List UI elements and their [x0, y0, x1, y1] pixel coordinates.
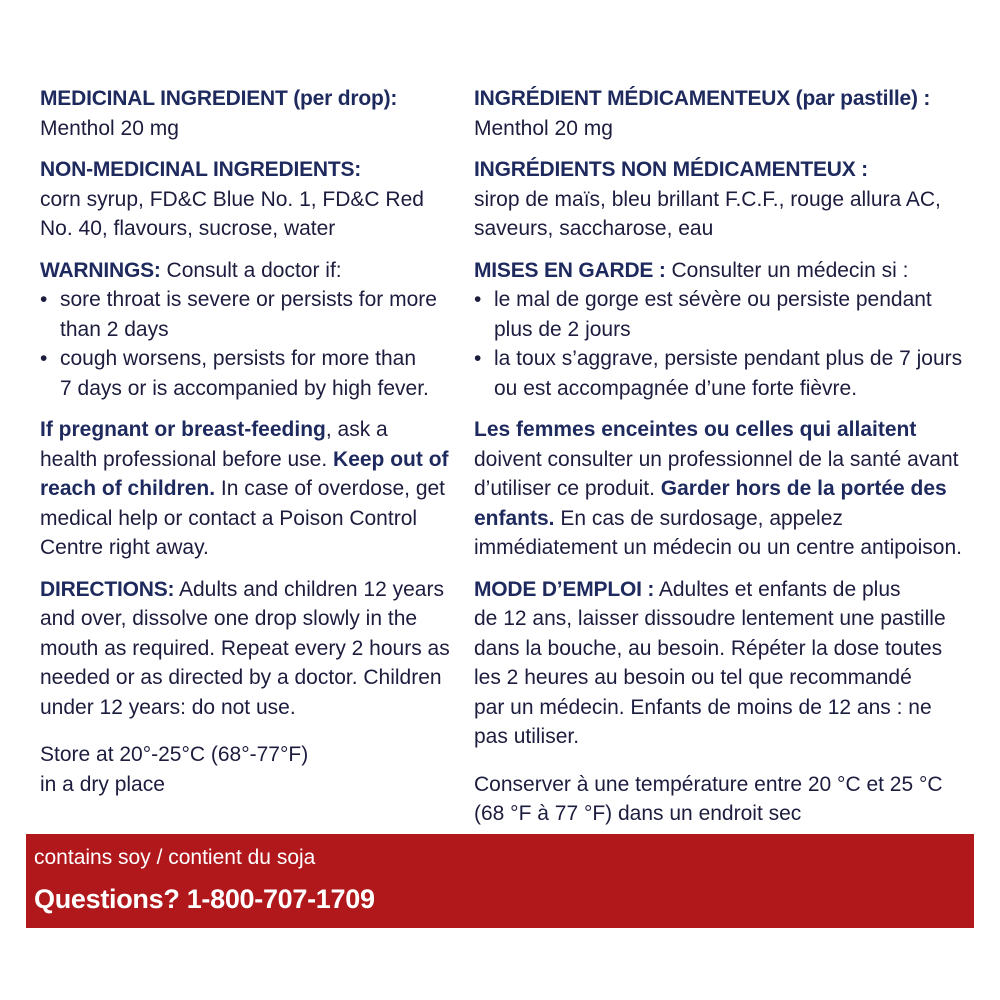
directions-text: and over, dissolve one drop slowly in the: [40, 607, 418, 630]
pregnancy-bold: If pregnant or breast-feeding: [40, 418, 326, 441]
warning-text-fr: ou est accompagnée d’une forte fièvre.: [494, 376, 858, 400]
storage-text-fr: Conserver à une température entre 20 °C et 25 °C: [474, 772, 943, 796]
warning-bullet: [40, 285, 460, 344]
directions-heading: DIRECTIONS:: [40, 577, 175, 601]
questions-phone: Questions? 1-800-707-1709: [34, 884, 375, 914]
bullet-icon: •: [474, 347, 482, 370]
warnings-section-fr: [474, 256, 974, 404]
pregnancy-bold-fr: Les femmes enceintes ou celles qui allaitent: [474, 418, 917, 441]
directions-section-fr: [474, 575, 974, 752]
bullet-icon: •: [40, 347, 48, 370]
warning-text: cough worsens, persists for more than: [60, 347, 416, 370]
nonmedicinal-text: No. 40, flavours, sucrose, water: [40, 217, 336, 240]
warning-bullet: [40, 344, 460, 403]
warning-text: than 2 days: [60, 317, 169, 341]
directions-heading-fr: MODE D’EMPLOI :: [474, 577, 655, 601]
nonmedicinal-text-fr: saveurs, saccharose, eau: [474, 217, 714, 240]
medicinal-value-fr: Menthol 20 mg: [474, 116, 613, 140]
pregnancy-section-fr: [474, 415, 974, 563]
pregnancy-text: medical help or contact a Poison Control: [40, 506, 418, 530]
medicinal-heading: MEDICINAL INGREDIENT (per drop):: [40, 87, 398, 110]
pregnancy-text-fr: d’utiliser ce produit.: [474, 477, 661, 500]
storage-section: [40, 740, 460, 799]
warning-text: sore throat is severe or persists for more: [60, 288, 437, 311]
warnings-intro-fr: Consulter un médecin si :: [665, 258, 909, 282]
pregnancy-text: health professional before use.: [40, 447, 334, 471]
directions-text: mouth as required. Repeat every 2 hours as: [40, 636, 450, 660]
warnings-heading: WARNINGS:: [40, 258, 161, 282]
nonmedicinal-text: corn syrup, FD&C Blue No. 1, FD&C Red: [40, 187, 424, 211]
directions-text-fr: de 12 ans, laisser dissoudre lentement une pastille: [474, 607, 946, 630]
pregnancy-section: [40, 415, 460, 563]
storage-text: Store at 20°-25°C (68°-77°F): [40, 743, 309, 766]
pregnancy-text: Centre right away.: [40, 536, 209, 559]
warning-text: 7 days or is accompanied by high fever.: [60, 376, 429, 400]
nonmedicinal-heading-fr: INGRÉDIENTS NON MÉDICAMENTEUX :: [474, 158, 868, 181]
directions-text-fr: pas utiliser.: [474, 725, 580, 748]
nonmedicinal-text-fr: sirop de maïs, bleu brillant F.C.F., rouge allura AC,: [474, 187, 941, 211]
pregnancy-text-fr: immédiatement un médecin ou un centre antipoison.: [474, 536, 962, 559]
warning-text-fr: plus de 2 jours: [494, 317, 631, 341]
directions-text: needed or as directed by a doctor. Children: [40, 666, 442, 689]
warning-bullet-fr: [474, 344, 974, 403]
french-column: [474, 84, 974, 841]
storage-section-fr: [474, 770, 974, 829]
keep-out-bold: reach of children.: [40, 477, 216, 500]
keep-out-bold-fr: Garder hors de la portée des: [660, 477, 947, 500]
keep-out-bold-fr: enfants.: [474, 506, 555, 530]
warning-text-fr: le mal de gorge est sévère ou persiste pendant: [494, 288, 932, 311]
footer-banner: [26, 834, 974, 928]
warnings-section: [40, 256, 460, 404]
bullet-icon: •: [474, 288, 482, 311]
medicinal-value: Menthol 20 mg: [40, 116, 179, 140]
medicinal-heading-fr: INGRÉDIENT MÉDICAMENTEUX (par pastille) :: [474, 87, 931, 110]
warnings-heading-fr: MISES EN GARDE :: [474, 258, 666, 282]
storage-text-fr: (68 °F à 77 °F) dans un endroit sec: [474, 802, 802, 825]
nonmedicinal-heading: NON-MEDICINAL INGREDIENTS:: [40, 158, 362, 181]
directions-text-fr: par un médecin. Enfants de moins de 12 ans : ne: [474, 695, 932, 719]
pregnancy-text-fr: doivent consulter un professionnel de la santé avant: [474, 447, 959, 471]
warnings-intro: Consult a doctor if:: [160, 258, 342, 282]
pregnancy-text: In case of overdose, get: [215, 477, 446, 500]
english-column: [40, 84, 460, 811]
directions-text-fr: dans la bouche, au besoin. Répéter la dose toutes: [474, 636, 943, 660]
nonmedicinal-section-fr: [474, 155, 974, 244]
directions-text-fr: les 2 heures au besoin ou tel que recommandé: [474, 666, 912, 689]
directions-text-fr: Adultes et enfants de plus: [654, 577, 901, 601]
warning-text-fr: la toux s’aggrave, persiste pendant plus de 7 jours: [494, 347, 963, 370]
directions-text: Adults and children 12 years: [174, 577, 444, 601]
pregnancy-text-fr: En cas de surdosage, appelez: [554, 506, 843, 530]
storage-text: in a dry place: [40, 772, 165, 796]
directions-section: [40, 575, 460, 723]
keep-out-bold: Keep out of: [333, 447, 449, 471]
directions-text: under 12 years: do not use.: [40, 695, 296, 719]
medicinal-section: [40, 84, 460, 143]
warning-bullet-fr: [474, 285, 974, 344]
pregnancy-text: , ask a: [325, 418, 388, 441]
bullet-icon: •: [40, 288, 48, 311]
nonmedicinal-section: [40, 155, 460, 244]
allergen-notice: contains soy / contient du soja: [34, 846, 316, 869]
medicinal-section-fr: [474, 84, 974, 143]
